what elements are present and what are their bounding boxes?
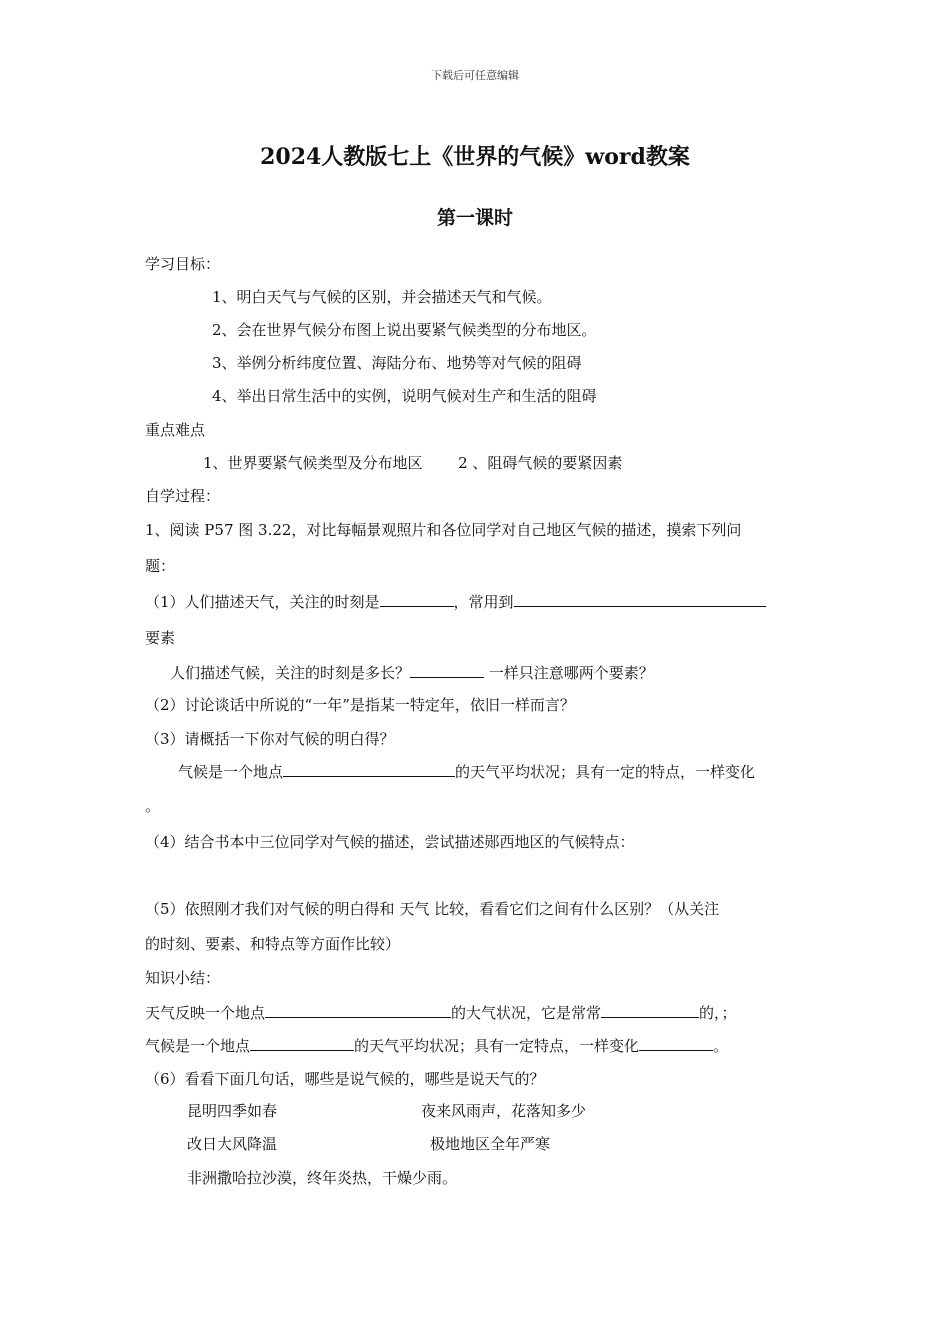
q1-1-text-d: 人们描述气候，关注的时刻是多长？ [170, 664, 411, 682]
answer-blank[interactable] [410, 662, 484, 678]
summary-climate [145, 1035, 950, 1056]
question-1-line1: 1、阅读 P57 图 3.22，对比每幅景观照片和各位同学对自己地区气候的描述，摸索下列问 [145, 521, 742, 539]
question-1-1-climate [170, 662, 950, 683]
answer-blank[interactable] [250, 1035, 354, 1051]
page-header: 下载后可任意编辑 [431, 69, 519, 82]
question-6: （6）看看下面几句话，哪些是说气候的，哪些是说天气的？ [145, 1070, 545, 1088]
summary-s1-a: 天气反映一个地点 [145, 1004, 266, 1022]
key-point-2: 2 、阻碍气候的要紧因素 [458, 454, 623, 472]
key-points-heading: 重点难点 [145, 421, 206, 439]
question-3: （3）请概括一下你对气候的明白得？ [145, 730, 395, 748]
question-2: （2）讨论谈话中所说的“一年”是指某一特定年，依旧一样而言？ [145, 696, 575, 714]
goal-item: 4、举出日常生活中的实例，说明气候对生产和生活的阻碍 [212, 387, 597, 405]
document-title: 2024人教版七上《世界的气候》word教案 [260, 144, 690, 170]
question-3-end: 。 [145, 797, 161, 815]
goal-item: 3、举例分析纬度位置、海陆分布、地势等对气候的阻碍 [212, 354, 582, 372]
q3-text-b: 的天气平均状况；具有一定的特点，一样变化 [455, 763, 756, 781]
question-5-line2: 的时刻、要素、和特点等方面作比较） [145, 935, 401, 953]
goals-heading: 学习目标： [145, 255, 221, 273]
goal-item: 1、明白天气与气候的区别，并会描述天气和气候。 [212, 288, 552, 306]
question-3-fill [178, 761, 950, 782]
process-heading: 自学过程： [145, 487, 221, 505]
summary-s1-c: 的，； [699, 1004, 737, 1022]
q1-1-text-b: ，常用到 [453, 593, 514, 611]
question-5-line1: （5）依照刚才我们对气候的明白得和 天气 比较，看看它们之间有什么区别？（从关注 [145, 900, 720, 918]
answer-blank[interactable] [639, 1035, 713, 1051]
q6-sentence: 昆明四季如春 [187, 1102, 278, 1120]
summary-s2-a: 气候是一个地点 [145, 1037, 251, 1055]
question-1-line2: 题： [145, 557, 176, 575]
q1-1-text-e: 一样只注意哪两个要素？ [488, 664, 654, 682]
q3-text-a: 气候是一个地点 [178, 763, 284, 781]
key-point-1: 1、世界要紧气候类型及分布地区 [203, 454, 423, 472]
q1-1-text-a: （1）人们描述天气，关注的时刻是 [145, 593, 380, 611]
summary-s2-c: 一样变化 [579, 1037, 640, 1055]
goal-item: 2、会在世界气候分布图上说出要紧气候类型的分布地区。 [212, 321, 597, 339]
summary-heading: 知识小结： [145, 969, 221, 987]
summary-s2-b: 的天气平均状况；具有一定特点， [354, 1037, 580, 1055]
question-4: （4）结合书本中三位同学对气候的描述，尝试描述郧西地区的气候特点： [145, 833, 635, 851]
key-point-item [203, 453, 950, 473]
answer-blank[interactable] [380, 591, 454, 607]
answer-blank[interactable] [283, 761, 455, 777]
q6-sentence: 夜来风雨声，花落知多少 [421, 1102, 587, 1120]
q6-sentence: 非洲撒哈拉沙漠，终年炎热，干燥少雨。 [187, 1169, 458, 1187]
summary-s1-b: 的大气状况，它是常常 [451, 1004, 602, 1022]
answer-blank[interactable] [265, 1002, 451, 1018]
question-1-1 [145, 591, 950, 612]
answer-blank[interactable] [601, 1002, 699, 1018]
question-1-1-cont: 要素 [145, 629, 176, 647]
lesson-subtitle: 第一课时 [436, 207, 513, 229]
q6-sentence: 改日大风降温 [187, 1135, 278, 1153]
summary-s2-d: 。 [713, 1037, 729, 1055]
summary-weather [145, 1002, 950, 1023]
q6-sentence: 极地地区全年严寒 [430, 1135, 551, 1153]
answer-blank[interactable] [514, 591, 766, 607]
